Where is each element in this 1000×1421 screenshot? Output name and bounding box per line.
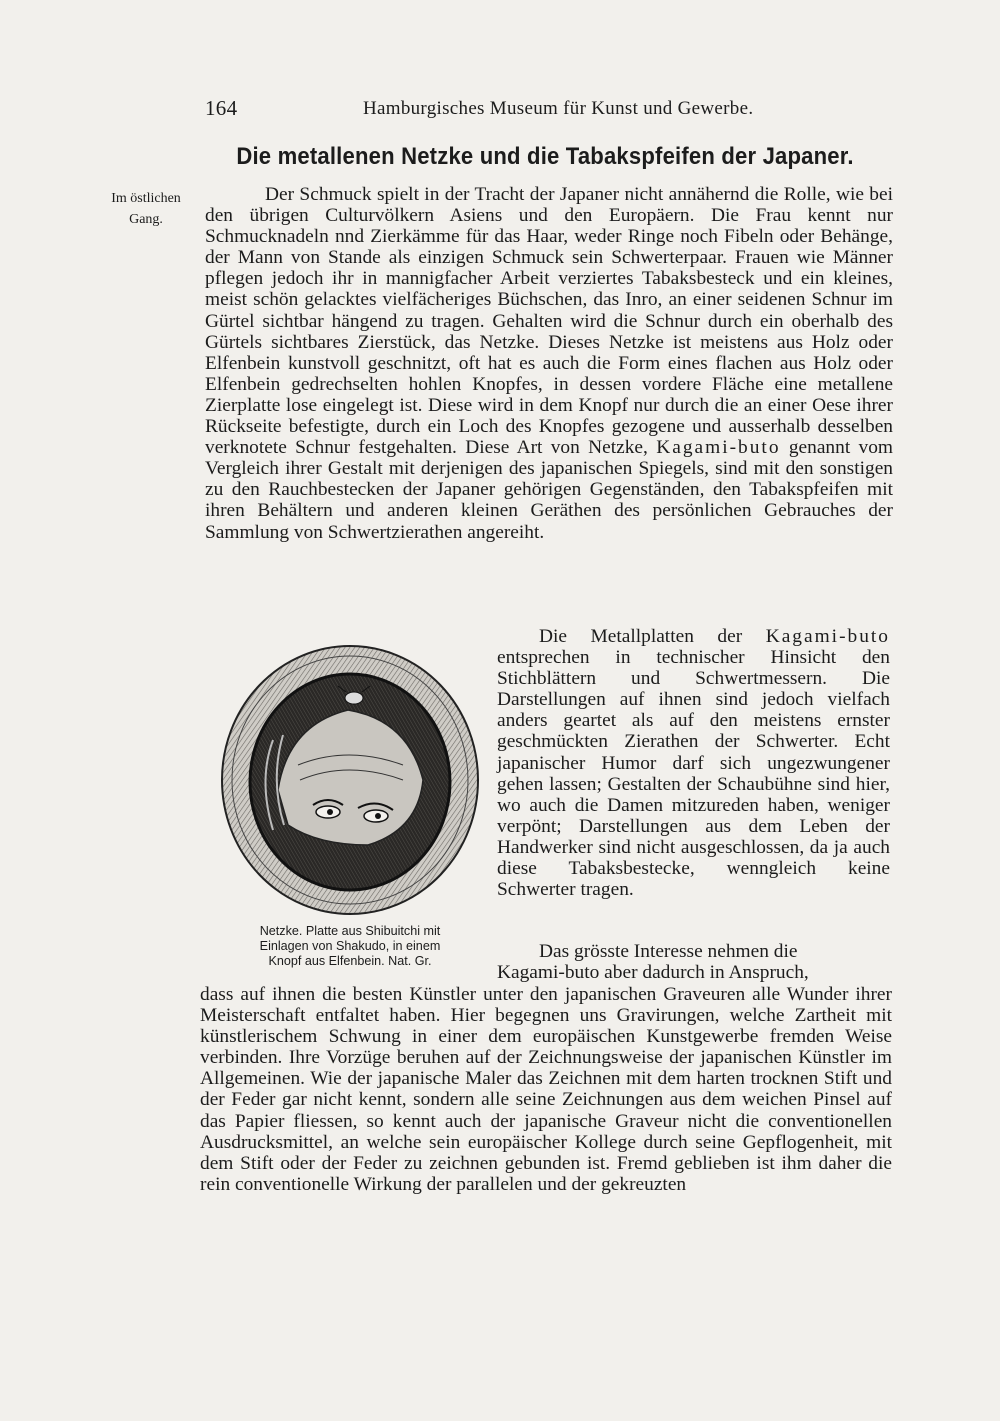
article-title: Die metallenen Netzke und die Tabakspfeifen der Japaner. xyxy=(236,143,854,170)
paragraph-1 xyxy=(205,184,893,543)
paragraph-4: dass auf ihnen die besten Künstler unter den japanischen Graveuren alle Wunder ihrer Meisterschaft entfaltet haben. Hier begegnen uns Gravirungen, welche Zartheit mit künstlerischem Schwung in einer dem europäischen Kunstgewerbe fremden Weise verbinden. Ihre Vorzüge beruhen auf der Zeichnungsweise der japanischen Künstler im Allgemeinen. Wie der japanische Maler das Zeichnen mit dem harten trocknen Stift und der Feder gar nicht kennt, sondern alle seine Zeichnungen aus dem weichen Pinsel auf das Papier fliessen, so kennt auch der japanische Graveur nicht die conventionellen Ausdrucksmittel, an welche sein europäischer Kollege durch seine Gepflogenheit, mit dem Stift oder der Feder zu zeichnen gebunden ist. Fremd geblieben ist ihm daher die rein conventionelle Wirkung der parallelen und der gekreuzten xyxy=(200,984,892,1195)
paragraph-1-text: Der Schmuck spielt in der Tracht der Japaner nicht annähernd die Rolle, wie bei den übrigen Culturvölkern Asiens und den Europäern. Die Frau kennt nur Schmucknadeln nnd Zierkämme für das Haar, weder Ringe noch Fibeln oder Behänge, der Mann von Stande als einzigen Schmuck sein Schwerterpaar. Frauen wie Männer pflegen jedoch ihr in mannigfacher Arbeit verziertes Tabaksbesteck und ein kleines, meist schön gelacktes vielfächeriges Büchschen, das Inro, an einer seidenen Schnur im Gürtel sichtbar hängend zu tragen. Gehalten wird die Schnur durch ein oberhalb des Gürtels sichtbares Zierstück, das Netzke. Dieses Netzke ist meistens aus Holz oder Elfenbein kunstvoll geschnitzt, oft hat es auch die Form eines flachen aus Holz oder Elfenbein gedrechselten hohlen Knopfes, in dessen vordere Fläche eine metallene Zierplatte lose eingelegt ist. Diese wird in dem Knopf nur durch die an einer Oese ihrer Rückseite befestigte, durch ein Loch des Knopfes gezogene und ausserhalb desselben verknotete Schnur festgehalten. Diese Art von Netzke, xyxy=(205,184,893,459)
paragraph-1-text-cont: genannt vom Vergleich ihrer Gestalt mit derjenigen des japanischen Spiegels, sind mit den sonstigen zu den Rauchbestecken der Japaner gehörigen Gegenständen, den Tabakspfeifen mit ihren Behältern und anderen kleinen Geräthen des persönlichen Gebrauches der Sammlung von Schwertzierathen angereiht. xyxy=(205,437,893,543)
caption-line: Knopf aus Elfenbein. Nat. Gr. xyxy=(268,954,432,968)
margin-note-line: Im östlichen xyxy=(111,191,181,206)
margin-note xyxy=(96,188,196,230)
paragraph-3 xyxy=(497,941,890,983)
term-kagami-buto: Kagami-buto xyxy=(656,437,781,459)
paragraph-2-text-cont: entsprechen in technischer Hinsicht den Stichblättern und Schwertmessern. Die Darstellungen auf ihnen sind jedoch vielfach anders geartet als auf den meistens ernster geschmückten Zierathen der Schwerter. Echt japanischer Humor darf sich ungezwungener gehen lassen; Gestalten der Schaubühne sind hier, wo auch die Damen mitzureden haben, weniger verpönt; Darstellungen aus dem Leben der Handwerker sind nicht ausgeschlossen, da ja auch diese Tabaksbestecke, wenngleich keine Schwerter tragen. xyxy=(497,647,890,901)
figure-caption xyxy=(224,924,476,969)
term-kagami-buto: Kagami-buto xyxy=(765,626,890,647)
netzke-figure xyxy=(218,640,483,920)
paragraph-3-line: Das grösste Interesse nehmen die xyxy=(539,941,798,962)
paragraph-3-line: Kagami-buto aber dadurch in Anspruch, xyxy=(497,962,809,984)
netzke-illustration xyxy=(218,640,483,920)
caption-line: Einlagen von Shakudo, in einem xyxy=(259,939,441,953)
margin-note-line: Gang. xyxy=(129,212,163,227)
paragraph-2-text: Die Metallplatten der xyxy=(539,626,743,647)
paragraph-2 xyxy=(497,626,890,900)
running-title: Hamburgisches Museum für Kunst und Gewerbe. xyxy=(363,98,754,119)
caption-line: Netzke. Platte aus Shibuitchi mit xyxy=(259,924,441,938)
page-number: 164 xyxy=(205,96,238,120)
